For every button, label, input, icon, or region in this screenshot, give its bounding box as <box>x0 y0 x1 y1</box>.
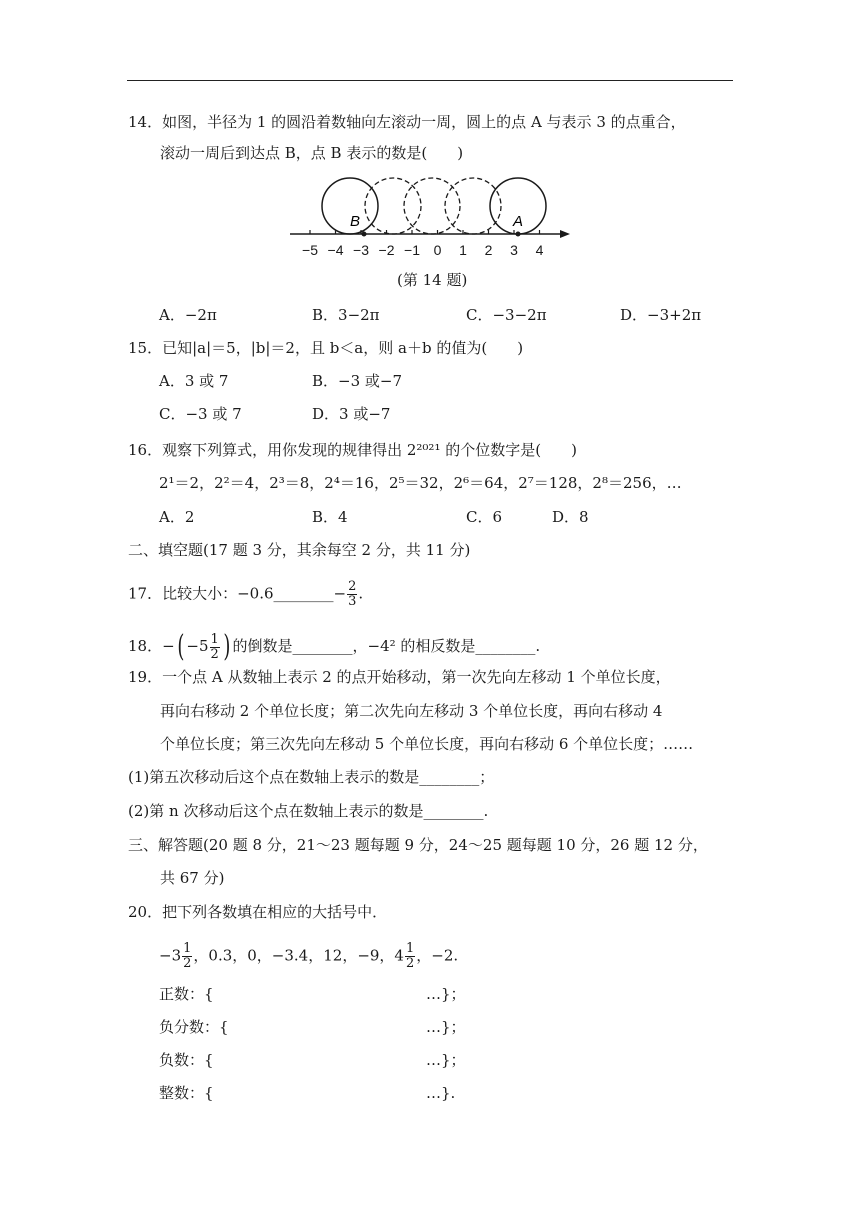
q20-frac-2 <box>405 942 415 971</box>
q18-number: 18． <box>128 637 163 655</box>
axis-tick-label: 0 <box>433 242 442 258</box>
q14-option-a[interactable]: A．−2π <box>159 306 217 324</box>
axis-arrow-icon <box>560 230 570 238</box>
q20-row-positive-end: …}； <box>426 985 466 1003</box>
q15-option-d[interactable]: D．3 或−7 <box>312 405 391 423</box>
q14-option-d[interactable]: D．−3+2π <box>620 306 702 324</box>
q15-option-b[interactable]: B．−3 或−7 <box>312 372 403 390</box>
q14-option-c[interactable]: C．−3−2π <box>466 306 547 324</box>
q20-frac1-den: 2 <box>183 956 192 971</box>
q18-text: 的倒数是________，−4² 的相反数是________. <box>232 637 541 655</box>
q17-frac-num: 2 <box>348 579 357 594</box>
q14-option-b[interactable]: B．3−2π <box>312 306 380 324</box>
q14-line2: 滚动一周后到达点 B，点 B 表示的数是( ) <box>160 144 464 162</box>
q18-frac-den: 2 <box>210 646 219 662</box>
q18-prefix: − <box>162 637 175 655</box>
q20-row-integer-end: …}. <box>426 1084 456 1102</box>
q15-option-c[interactable]: C．−3 或 7 <box>159 405 242 423</box>
point-a-dot <box>516 232 521 237</box>
axis-tick-label: −2 <box>378 242 395 258</box>
q16-option-d[interactable]: D．8 <box>552 508 589 526</box>
q18-frac-num: 1 <box>210 631 219 647</box>
q20-row-negative-label: 负数：{ <box>159 1051 214 1069</box>
q15-option-a[interactable]: A．3 或 7 <box>159 372 229 390</box>
q20-number: 20． <box>128 903 163 921</box>
q19-line2: 再向右移动 2 个单位长度；第二次先向左移动 3 个单位长度，再向右移动 4 <box>160 702 663 720</box>
q20-row-negative-end: …}； <box>426 1051 466 1069</box>
q18-left-paren: ( <box>177 629 185 664</box>
q16-series: 2¹＝2，2²＝4，2³＝8，2⁴＝16，2⁵＝32，2⁶＝64，2⁷＝128，2⁸＝256，… <box>159 474 682 492</box>
q15-text: 已知|a|＝5，|b|＝2，且 b＜a，则 a＋b 的值为( ) <box>162 339 524 357</box>
q17-fraction <box>347 580 357 609</box>
q20-frac1-num: 1 <box>183 941 192 956</box>
axis-tick-label: 1 <box>459 242 467 258</box>
q19-line3: 个单位长度；第三次先向左移动 5 个单位长度，再向右移动 6 个单位长度；…… <box>160 735 694 753</box>
q15-number: 15． <box>128 339 163 357</box>
axis-tick-label: −5 <box>302 242 318 258</box>
q18-inner: −5 <box>186 637 209 655</box>
axis-tick-label: −3 <box>353 242 369 258</box>
axis-tick-label: 4 <box>535 242 544 258</box>
q16-option-c[interactable]: C．6 <box>466 508 503 526</box>
q20-frac2-num: 1 <box>405 941 415 956</box>
q18-fraction <box>210 633 220 662</box>
q20-row-negfrac-end: …}； <box>426 1018 466 1036</box>
q20-row-positive-label: 正数：{ <box>159 985 214 1003</box>
q17-end: . <box>358 584 364 603</box>
q14-line1 <box>128 112 686 132</box>
axis-tick-label: 2 <box>484 242 493 258</box>
circle-dashed-3 <box>445 178 501 234</box>
point-b-dot <box>362 232 367 237</box>
q14-number: 14． <box>128 113 163 131</box>
axis-tick-label: −1 <box>404 242 420 258</box>
q20-frac2-den: 2 <box>405 956 415 971</box>
header-rule <box>127 80 733 81</box>
q20-line <box>128 902 387 922</box>
q20-numbers-a: −3 <box>159 946 182 965</box>
q16-line <box>128 440 577 460</box>
q18-line <box>128 629 541 664</box>
q20-numbers-b: ，0.3，0，−3.4，12，−9，4 <box>193 946 404 965</box>
q20-frac-1 <box>182 942 192 971</box>
point-b-label: B <box>350 213 361 230</box>
q14-text-line1: 如图，半径为 1 的圆沿着数轴向左滚动一周，圆上的点 A 与表示 3 的点重合， <box>162 113 686 131</box>
q16-option-a[interactable]: A．2 <box>159 508 195 526</box>
q14-caption: (第 14 题) <box>397 271 468 289</box>
q19-sub1: (1)第五次移动后这个点在数轴上表示的数是________； <box>128 768 495 786</box>
section3-heading-line2: 共 67 分) <box>160 869 225 887</box>
q19-text-line1: 一个点 A 从数轴上表示 2 的点开始移动，第一次先向左移动 1 个单位长度， <box>162 668 671 686</box>
section2-heading: 二、填空题(17 题 3 分，其余每空 2 分，共 11 分) <box>128 541 471 559</box>
q20-row-integer-label: 整数：{ <box>159 1084 214 1102</box>
q17-number: 17． <box>128 584 163 603</box>
q20-numbers <box>159 942 458 971</box>
section3-heading-line1: 三、解答题(20 题 8 分，21～23 题每题 9 分，24～25 题每题 10 分，26 题 12 分， <box>128 836 708 854</box>
q16-number: 16． <box>128 441 163 459</box>
q19-sub2: (2)第 n 次移动后这个点在数轴上表示的数是________. <box>128 802 489 820</box>
q17-line <box>128 580 363 609</box>
q19-line1 <box>128 667 671 687</box>
axis-tick-label: −4 <box>327 242 344 258</box>
q14-figure <box>280 166 580 266</box>
q20-row-negfrac-label: 负分数：{ <box>159 1018 229 1036</box>
q15-line <box>128 338 523 358</box>
q16-text: 观察下列算式，用你发现的规律得出 2²⁰²¹ 的个位数字是( ) <box>162 441 577 459</box>
q17-frac-den: 3 <box>348 594 357 609</box>
q20-numbers-c: ，−2. <box>416 946 459 965</box>
q17-text: 比较大小：−0.6________− <box>162 584 347 603</box>
axis-tick-label: 3 <box>510 242 518 258</box>
q16-option-b[interactable]: B．4 <box>312 508 348 526</box>
q19-number: 19． <box>128 668 163 686</box>
q20-text: 把下列各数填在相应的大括号中． <box>162 903 388 921</box>
point-a-label: A <box>513 213 524 230</box>
q18-right-paren: ) <box>223 629 231 664</box>
